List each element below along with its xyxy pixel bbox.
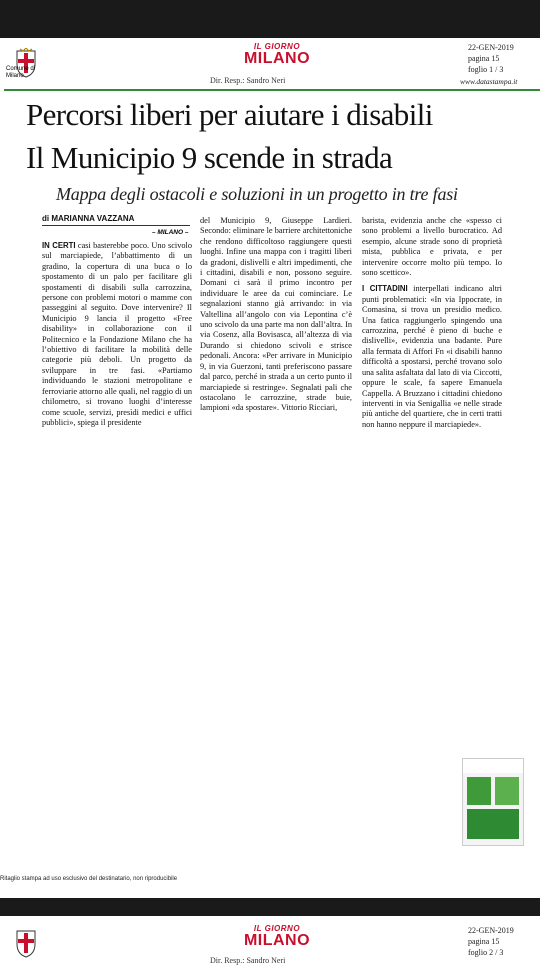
thumbnail-header [463, 759, 523, 773]
lead-in-2: I CITTADINI [362, 284, 408, 294]
lead-in-1: IN CERTI [42, 241, 76, 250]
clipping-page-2-top [0, 916, 540, 976]
clip-date: 22-GEN-2019 [468, 926, 514, 935]
director-line: Dir. Resp.: Sandro Neri [210, 956, 286, 965]
crest-label: Comune di Milano [6, 66, 36, 79]
clip-page: pagina 15 [468, 937, 500, 946]
byline-rule [42, 225, 190, 226]
logo-main: MILANO [243, 932, 311, 949]
thumbnail-photo [495, 777, 519, 805]
clip-sheet: foglio 2 / 3 [468, 948, 504, 957]
newspaper-logo [232, 42, 322, 66]
clip-page: pagina 15 [468, 54, 500, 63]
thumbnail-photo [467, 809, 519, 839]
column-2-text: del Municipio 9, Giuseppe Lardieri. Secondo: eliminare le barriere architettoniche che rendono difficoltoso raggiungere questi luoghi. Infine una mappa con i tragitti liberi da gradoni, dislivelli e altri impedimenti, che i cittadini, disabili e non, possono seguire. Domani ci sarà il primo incontro per individuare le aree da cui cominciare. Le segnalazioni stanno già arrivando: in via Valtellina all’angolo con via Lepontina c’è uno scivolo da una parte ma non dall’altra. In via Cosenz, alla Bovisasca, all’altezza di via Durando si chiedono scivoli e strisce pedonali. Ancora: «Per arrivare in Municipio 9, in via Guerzoni, tanti preferiscono passare dal parco, perché in strada a un certo punto il marciapiede si restringe». Segnalati pali che ostacolano le carrozzine, strade buie, lampioni «da spostare». Vittorio Ricciari, [200, 216, 352, 413]
logo-main: MILANO [243, 50, 311, 67]
datastampa-url: www.datastampa.it [460, 77, 518, 86]
comune-di-milano-crest-icon [14, 928, 38, 958]
clip-sheet: foglio 1 / 3 [468, 65, 504, 74]
column-3b-text: interpellati indicano altri punti problematici: «In via Ippocrate, in Comasina, si trova un presidio medico. Una fatica raggiungerlo spingendo una carrozzina, perché è pieno di buche e dislivelli», evidenzia una badante. Pure alla fermata di Affori Fn «i disabili hanno difficoltà a spostarsi, perché trovano solo una salita asfaltata dal lato di via Ciccotti, oppure le scale, fa sapere Emanuela Cappella. A Bruzzano i cittadini chiedono interventi in via Senigallia «e nelle strade più antiche del quartiere, che in certi tratti non hanno neppure il marciapiede». [362, 284, 502, 429]
clipping-meta [468, 43, 514, 75]
director-line: Dir. Resp.: Sandro Neri [210, 76, 286, 85]
clip-date: 22-GEN-2019 [468, 43, 514, 52]
dateline: – MILANO – [152, 229, 189, 236]
logo-top: IL GIORNO [253, 924, 301, 933]
article-column-2 [200, 216, 352, 414]
column-1-text: casi basterebbe poco. Uno scivolo sul marciapiede, l’abbattimento di un gradino, la copertura di una buca o lo spostamento di un palo per facilitare gli spostamenti di disabili sulla carrozzina, persone con problemi motori o mamme con passeggini al seguito. Dove intervenire? Il Municipio 9 lancia il progetto «Free disability» in collaborazione con il Politecnico e la Fondazione Milano che ha l’obiettivo di facilitare la mobilità delle categorie più deboli. Un progetto da sviluppare in tre fasi. «Partiamo individuando le stazioni metropolitane e ferroviarie attorno alle quali, nel raggio di un chilometro, si trovano luoghi d’interesse come scuole, servizi, presìdi medici e uffici pubblici», spiega il presidente [42, 241, 192, 427]
header-rule [4, 89, 540, 91]
headline-line-2: Il Municipio 9 scende in strada [26, 140, 393, 175]
byline: di MARIANNA VAZZANA [42, 214, 135, 223]
thumbnail-photo [467, 777, 491, 805]
headline-line-1: Percorsi liberi per aiutare i disabili [26, 97, 433, 132]
logo-top: IL GIORNO [253, 42, 301, 51]
clipping-disclaimer: Ritaglio stampa ad uso esclusivo del destinatario, non riproducibile [0, 876, 178, 882]
clipping-meta [468, 926, 514, 958]
newspaper-logo [232, 924, 322, 948]
clipping-page-1 [0, 38, 540, 898]
article-column-3 [362, 216, 502, 430]
article-column-1 [42, 241, 192, 428]
article-thumbnail [462, 758, 524, 846]
column-3a-text: barista, evidenzia anche che «spesso ci sono problemi a livello burocratico. Ad esempio, alcune strade sono di proprietà mista, pubblica e privata, e per intervenire occorre molto più tempo. Io sono scettico». [362, 216, 502, 278]
subheadline: Mappa degli ostacoli e soluzioni in un progetto in tre fasi [56, 184, 458, 204]
